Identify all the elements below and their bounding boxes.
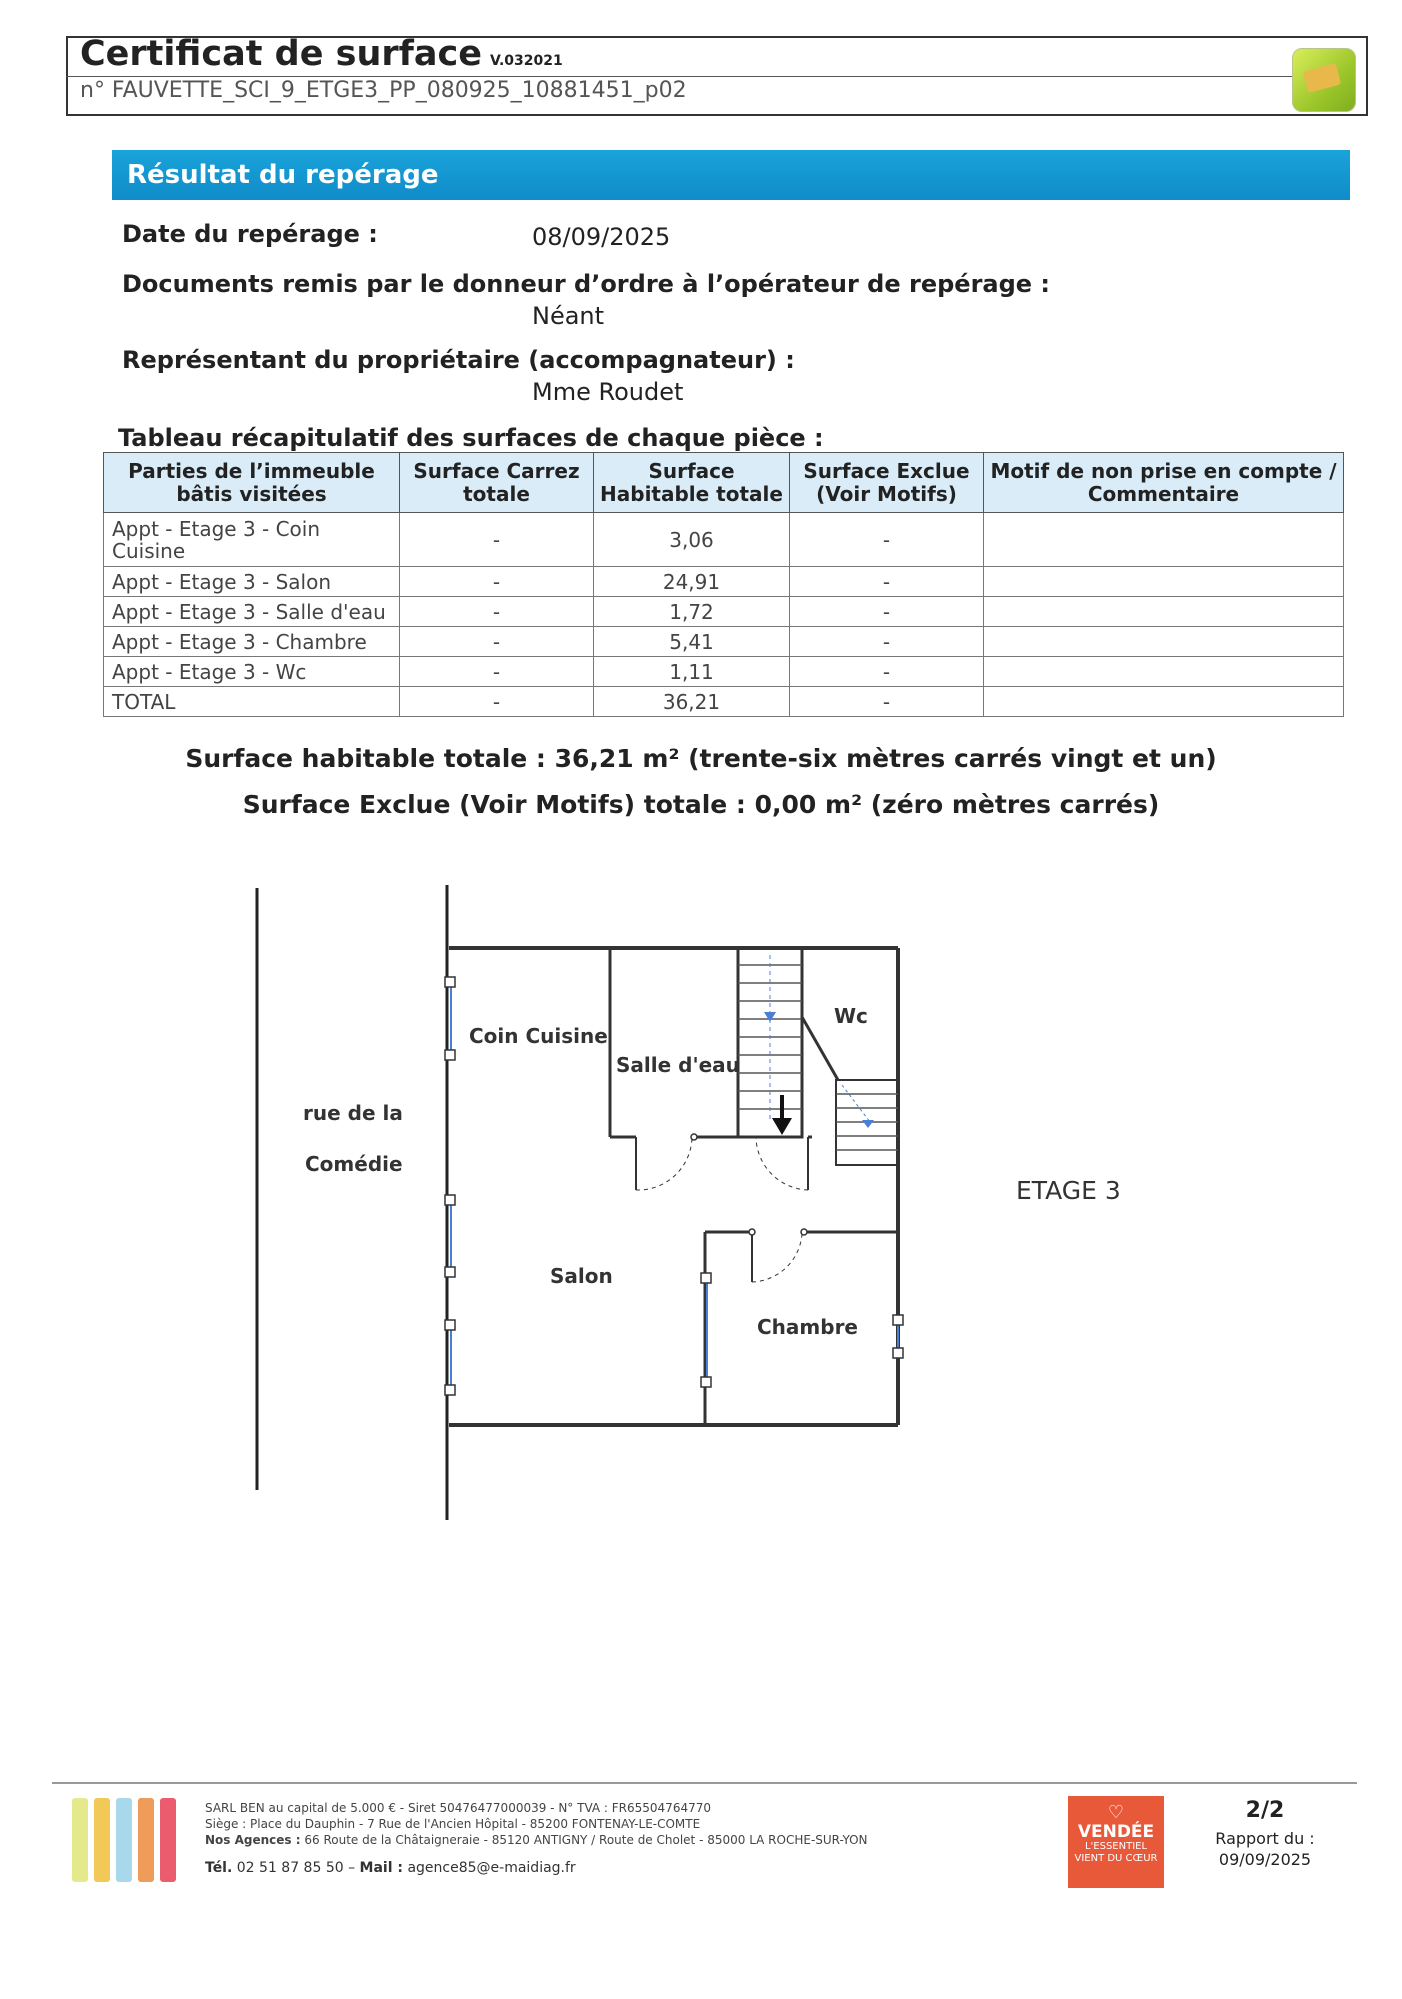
date-value: 08/09/2025 (532, 223, 671, 251)
cell-carrez: - (400, 513, 594, 567)
cell-motif (984, 627, 1344, 657)
street-name-line1: rue de la (303, 1101, 403, 1125)
table-row (104, 567, 1344, 597)
cell-exclue: - (790, 687, 984, 717)
surface-table (103, 452, 1344, 717)
cell-habitable: 24,91 (594, 567, 790, 597)
header-motif: Motif de non prise en compte / Commentaire (984, 453, 1344, 513)
floor-plan (0, 860, 1402, 1520)
cell-motif (984, 513, 1344, 567)
cell-carrez: - (400, 567, 594, 597)
room-salle-eau: Salle d'eau (616, 1053, 740, 1077)
footer-siege-line: Siège : Place du Dauphin - 7 Rue de l'Ancien Hôpital - 85200 FONTENAY-LE-COMTE (205, 1817, 701, 1831)
rapport-date-block: Rapport du : 09/09/2025 (1215, 1829, 1315, 1869)
cell-habitable: 3,06 (594, 513, 790, 567)
cell-partie: Appt - Etage 3 - Salle d'eau (104, 597, 400, 627)
table-row (104, 597, 1344, 627)
table-row-total (104, 687, 1344, 717)
room-coin-cuisine: Coin Cuisine (469, 1024, 608, 1048)
footer-agences-line: Nos Agences : 66 Route de la Châtaigneraie - 85120 ANTIGNY / Route de Cholet - 85000 LA ROCHE-SUR-YON (205, 1833, 868, 1847)
cell-partie: Appt - Etage 3 - Wc (104, 657, 400, 687)
section-title: Résultat du repérage (127, 160, 439, 190)
cell-habitable: 36,21 (594, 687, 790, 717)
street-name-line2: Comédie (305, 1152, 403, 1176)
documents-label: Documents remis par le donneur d’ordre à l’opérateur de repérage : (122, 270, 1051, 298)
header-exclue: Surface Exclue (Voir Motifs) (790, 453, 984, 513)
representant-value: Mme Roudet (532, 378, 684, 406)
header-carrez: Surface Carrez totale (400, 453, 594, 513)
cell-partie: TOTAL (104, 687, 400, 717)
footer-email[interactable]: agence85@e-maidiag.fr (407, 1860, 576, 1876)
footer-divider (52, 1782, 1357, 1784)
table-row (104, 513, 1344, 567)
cell-habitable: 1,11 (594, 657, 790, 687)
footer-contact-line: Tél. 02 51 87 85 50 – Mail : agence85@e-maidiag.fr (205, 1860, 576, 1876)
company-color-bars-icon (72, 1798, 182, 1882)
page-number: 2/2 (1245, 1798, 1285, 1823)
table-row (104, 657, 1344, 687)
document-title: Certificat de surface V.032021 (80, 34, 563, 74)
cell-motif (984, 597, 1344, 627)
room-wc: Wc (834, 1004, 868, 1028)
table-header-row (104, 453, 1344, 513)
cell-carrez: - (400, 687, 594, 717)
cell-habitable: 1,72 (594, 597, 790, 627)
room-chambre: Chambre (757, 1315, 858, 1339)
document-reference: n° FAUVETTE_SCI_9_ETGE3_PP_080925_10881451_p02 (80, 78, 687, 103)
cell-exclue: - (790, 597, 984, 627)
footer-company-line: SARL BEN au capital de 5.000 € - Siret 50476477000039 - N° TVA : FR65504764770 (205, 1801, 711, 1815)
header-habitable: Surface Habitable totale (594, 453, 790, 513)
document-version: V.032021 (489, 53, 563, 69)
date-label: Date du repérage : (122, 220, 378, 248)
cell-exclue: - (790, 567, 984, 597)
cell-partie: Appt - Etage 3 - Chambre (104, 627, 400, 657)
cell-carrez: - (400, 657, 594, 687)
cell-carrez: - (400, 597, 594, 627)
cell-exclue: - (790, 513, 984, 567)
cell-partie: Appt - Etage 3 - Coin Cuisine (104, 513, 400, 567)
cell-motif (984, 687, 1344, 717)
representant-label: Représentant du propriétaire (accompagnateur) : (122, 346, 795, 374)
header-partie: Parties de l’immeuble bâtis visitées (104, 453, 400, 513)
cell-habitable: 5,41 (594, 627, 790, 657)
documents-value: Néant (532, 302, 605, 330)
cell-exclue: - (790, 657, 984, 687)
cell-motif (984, 657, 1344, 687)
surface-exclue-total: Surface Exclue (Voir Motifs) totale : 0,00 m² (zéro mètres carrés) (242, 790, 1160, 819)
cell-partie: Appt - Etage 3 - Salon (104, 567, 400, 597)
footer-phone[interactable]: 02 51 87 85 50 (236, 1860, 344, 1876)
cell-exclue: - (790, 627, 984, 657)
table-row (104, 627, 1344, 657)
header-divider (66, 76, 1306, 77)
cell-carrez: - (400, 627, 594, 657)
company-logo-icon (1292, 48, 1356, 112)
floor-level-label: ETAGE 3 (1016, 1176, 1121, 1205)
cell-motif (984, 567, 1344, 597)
vendee-logo: ♡ VENDÉE L'ESSENTIEL VIENT DU CŒUR (1068, 1796, 1164, 1888)
surface-habitable-total: Surface habitable totale : 36,21 m² (trente-six mètres carrés vingt et un) (185, 744, 1217, 773)
table-title: Tableau récapitulatif des surfaces de chaque pièce : (118, 424, 824, 452)
heart-icon: ♡ (1107, 1802, 1125, 1823)
room-salon: Salon (550, 1264, 613, 1288)
